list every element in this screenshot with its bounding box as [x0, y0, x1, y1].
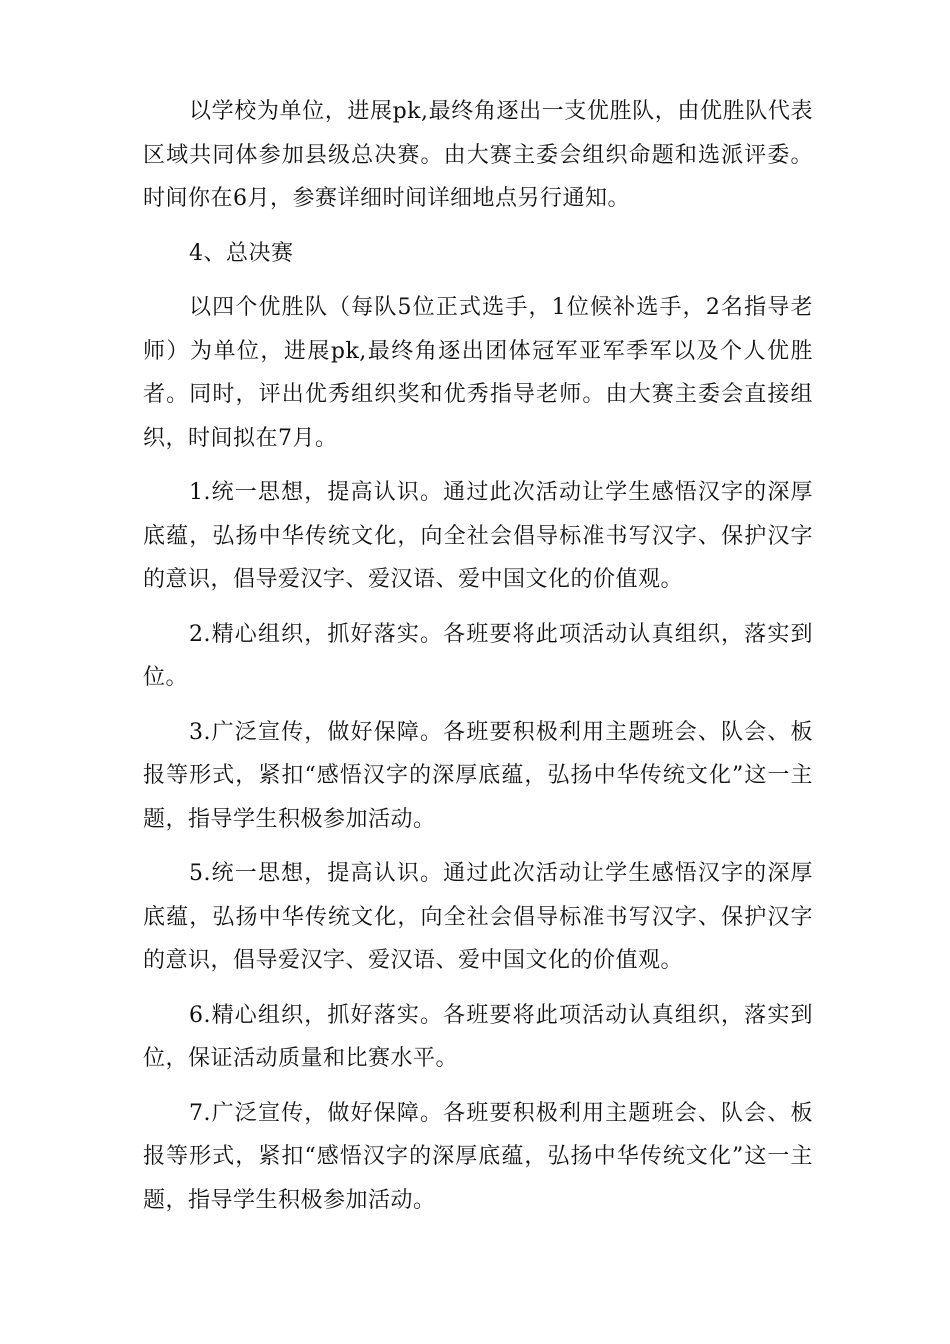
- paragraph-item-1: 1.统一思想，提高认识。通过此次活动让学生感悟汉字的深厚底蕴，弘扬中华传统文化，向全社会倡导标准书写汉字、保护汉字的意识，倡导爱汉字、爱汉语、爱中国文化的价值观。: [143, 480, 813, 592]
- paragraph-item-3: 3.广泛宣传，做好保障。各班要积极利用主题班会、队会、板报等形式，紧扣“感悟汉字的深厚底蕴，弘扬中华传统文化”这一主题，指导学生积极参加活动。: [143, 719, 813, 832]
- paragraph-item-7: 7.广泛宣传，做好保障。各班要积极利用主题班会、队会、板报等形式，紧扣“感悟汉字的深厚底蕴，弘扬中华传统文化”这一主题，指导学生积极参加活动。: [143, 1100, 813, 1213]
- paragraph-final-round: 以四个优胜队（每队5位正式选手，1位候补选手，2名指导老师）为单位，进展pk,最终角逐出团体冠军亚军季军以及个人优胜者。同时，评出优秀组织奖和优秀指导老师。由大赛主委会直接组织，时间拟在7月。: [143, 295, 813, 451]
- paragraph-item-5: 5.统一思想，提高认识。通过此次活动让学生感悟汉字的深厚底蕴，弘扬中华传统文化，向全社会倡导标准书写汉字、保护汉字的意识，倡导爱汉字、爱汉语、爱中国文化的价值观。: [143, 861, 813, 973]
- paragraph-item-6: 6.精心组织，抓好落实。各班要将此项活动认真组织，落实到位，保证活动质量和比赛水平。: [143, 1002, 813, 1071]
- heading-final-round: 4、总决赛: [189, 240, 294, 266]
- paragraph-item-2: 2.精心组织，抓好落实。各班要将此项活动认真组织，落实到位。: [143, 621, 813, 690]
- paragraph-qualifier-rules: 以学校为单位，进展pk,最终角逐出一支优胜队，由优胜队代表区域共同体参加县级总决赛。由大赛主委会组织命题和选派评委。时间你在6月，参赛详细时间详细地点另行通知。: [143, 99, 813, 211]
- document-body: [143, 90, 813, 1233]
